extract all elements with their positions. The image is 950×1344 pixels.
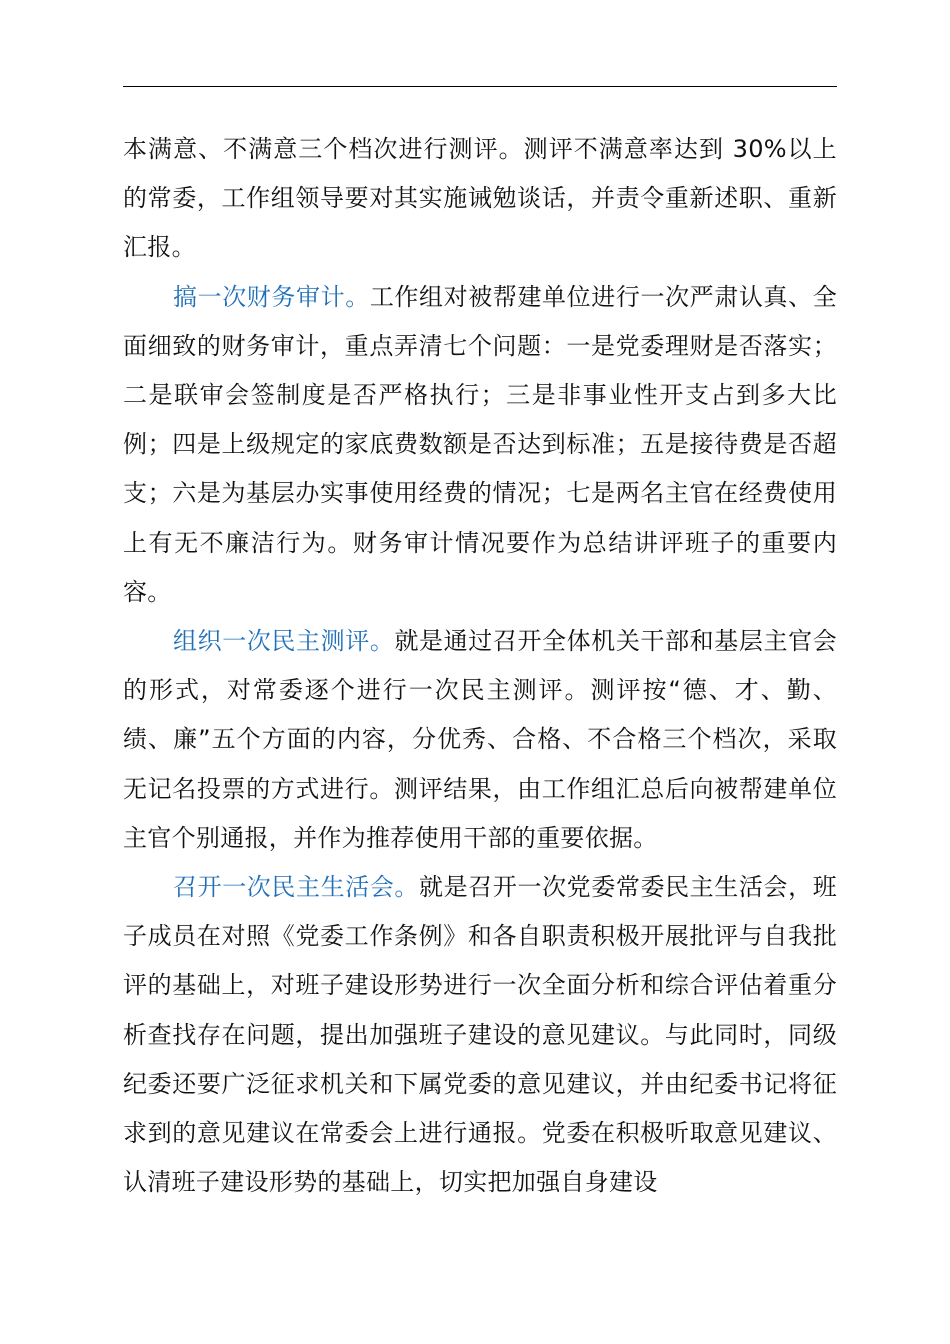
paragraph-text: 本满意、不满意三个档次进行测评。测评不满意率达到 30%以上的常委，工作组领导要对其实施诫勉谈话，并责令重新述职、重新汇报。 [123, 135, 837, 262]
paragraph-heading: 搞一次财务审计。 [173, 282, 370, 311]
document-body [123, 125, 837, 1207]
paragraph-continuation [123, 125, 837, 273]
paragraph-text: 就是召开一次党委常委民主生活会，班子成员在对照《党委工作条例》和各自职责积极开展批评与自我批评的基础上，对班子建设形势进行一次全面分析和综合评估着重分析查找存在问题，提出加强班子建设的意见建议。与此同时，同级纪委还要广泛征求机关和下属党委的意见建议，并由纪委书记将征求到的意见建议在常委会上进行通报。党委在积极听取意见建议、认清班子建设形势的基础上，切实把加强自身建设 [123, 873, 838, 1197]
paragraph-democratic-evaluation [123, 617, 837, 863]
paragraph-heading: 召开一次民主生活会。 [173, 873, 420, 902]
paragraph-financial-audit [123, 273, 837, 617]
paragraph-heading: 组织一次民主测评。 [173, 627, 395, 656]
paragraph-text: 就是通过召开全体机关干部和基层主官会的形式，对常委逐个进行一次民主测评。测评按“德、才、勤、绩、廉”五个方面的内容，分优秀、合格、不合格三个档次，采取无记名投票的方式进行。测评结果，由工作组汇总后向被帮建单位主官个别通报，并作为推荐使用干部的重要依据。 [123, 627, 837, 852]
paragraph-text: 工作组对被帮建单位进行一次严肃认真、全面细致的财务审计，重点弄清七个问题：一是党委理财是否落实；二是联审会签制度是否严格执行；三是非事业性开支占到多大比例；四是上级规定的家底费数额是否达到标准；五是接待费是否超支；六是为基层办实事使用经费的情况；七是两名主官在经费使用上有无不廉洁行为。财务审计情况要作为总结讲评班子的重要内容。 [123, 282, 837, 606]
paragraph-democratic-life-meeting [123, 863, 837, 1207]
header-rule [123, 86, 837, 87]
